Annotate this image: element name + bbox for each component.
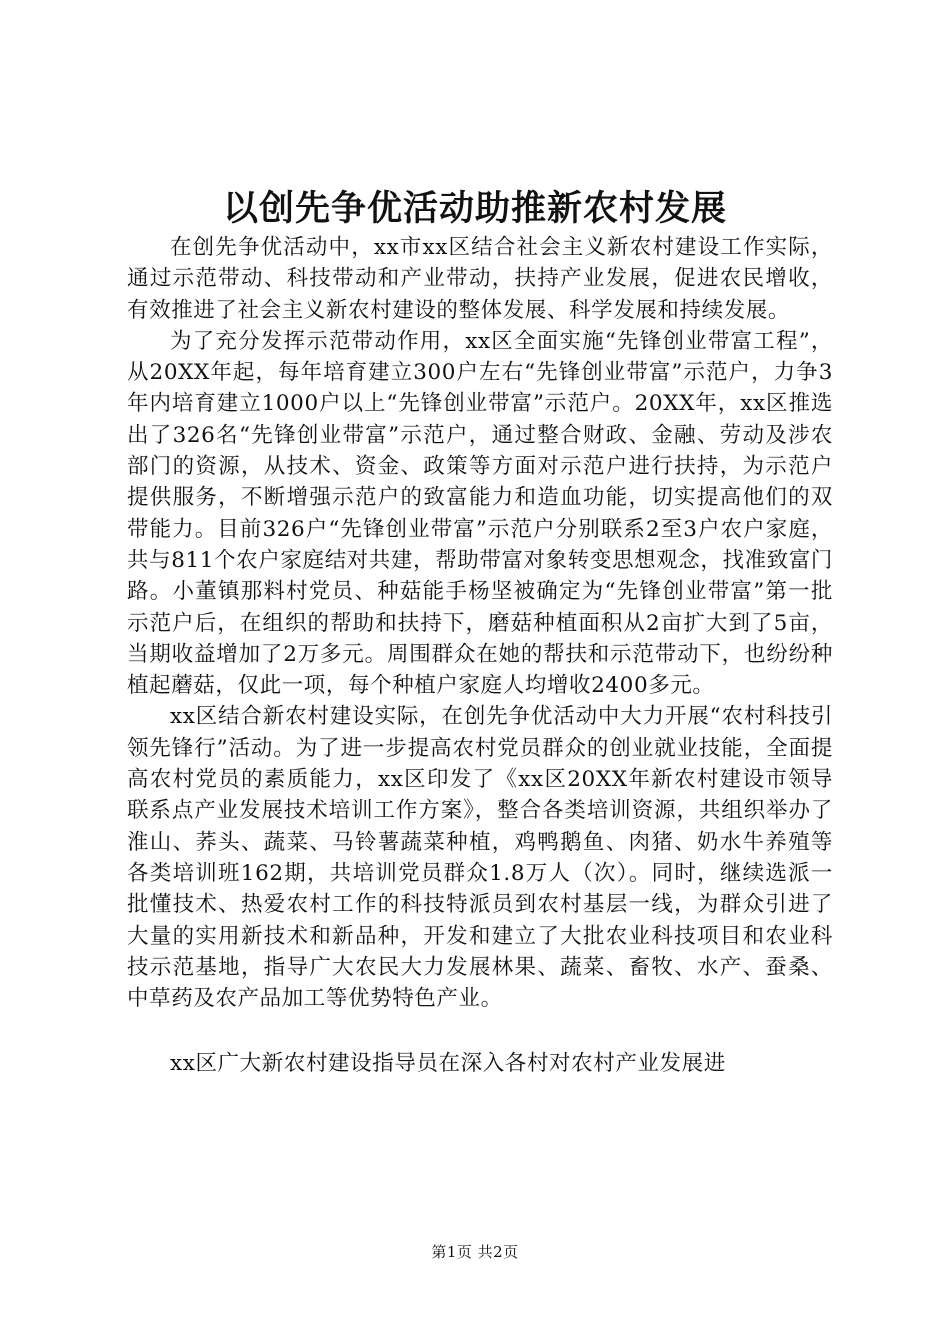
paragraph-technology: xx区结合新农村建设实际，在创先争优活动中大力开展“农村科技引领先锋行”活动。为了进一步提高农村党员群众的创业就业技能，全面提高农村党员的素质能力，xx区印发了《xx区20XX年新农村建设市领导联系点产业发展技术培训工作方案》，整合各类培训资源，共组织举办了淮山、荞头、蔬菜、马铃薯蔬菜种植，鸡鸭鹅鱼、肉猪、奶水牛养殖等各类培训班162期，共培训党员群众1.8万人（次）。同时，继续选派一批懂技术、热爱农村工作的科技特派员到农村基层一线，为群众引进了大量的实用新技术和新品种，开发和建立了大批农业科技项目和农业科技示范基地，指导广大农民大力发展林果、蔬菜、畜牧、水产、蚕桑、中草药及农产品加工等优势特色产业。	[127, 704, 833, 1012]
document-body	[127, 232, 833, 1080]
document-title: 以创先争优活动助推新农村发展	[222, 188, 727, 229]
paragraph-intro: 在创先争优活动中，xx市xx区结合社会主义新农村建设工作实际，通过示范带动、科技带动和产业带动，扶持产业发展，促进农民增收，有效推进了社会主义新农村建设的整体发展、科学发展和持续发展。	[127, 235, 833, 323]
page-footer: 第1页 共2页	[431, 1243, 519, 1261]
paragraph-demonstration: 为了充分发挥示范带动作用，xx区全面实施“先锋创业带富工程”，从20XX年起，每年培育建立300户左右“先锋创业带富”示范户，力争3年内培育建立1000户以上“先锋创业带富”示范户。20XX年，xx区推选出了326名“先锋创业带富”示范户，通过整合财政、金融、劳动及涉农部门的资源，从技术、资金、政策等方面对示范户进行扶持，为示范户提供服务，不断增强示范户的致富能力和造血功能，切实提高他们的双带能力。目前326户“先锋创业带富”示范户分别联系2至3户农户家庭，共与811个农户家庭结对共建，帮助带富对象转变思想观念，找准致富门路。小董镇那料村党员、种菇能手杨坚被确定为“先锋创业带富”第一批示范户后，在组织的帮助和扶持下，磨菇种植面积从2亩扩大到了5亩，当期收益增加了2万多元。周围群众在她的帮扶和示范带动下，也纷纷种植起蘑菇，仅此一项，每个种植户家庭人均增收2400多元。	[127, 328, 833, 699]
paragraph-instructors: xx区广大新农村建设指导员在深入各村对农村产业发展进	[170, 1051, 726, 1077]
